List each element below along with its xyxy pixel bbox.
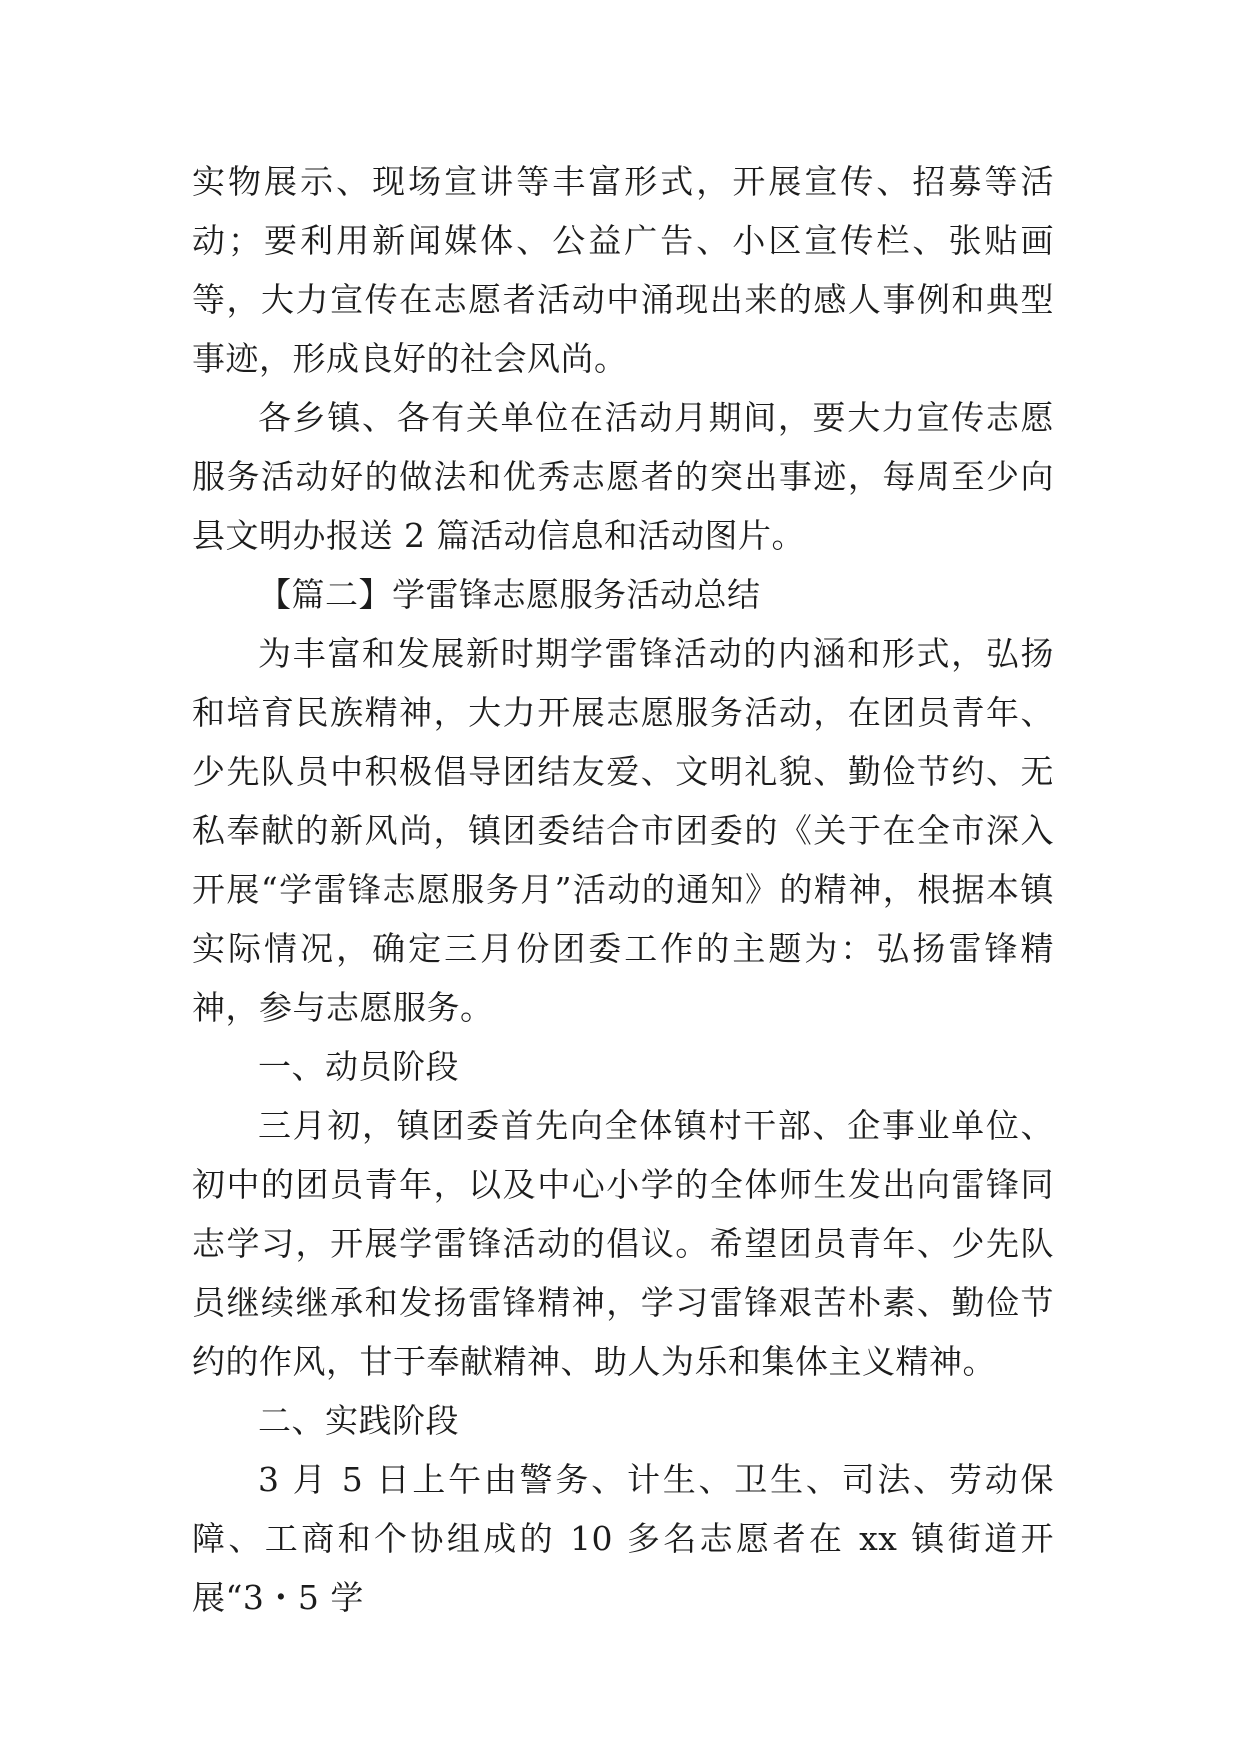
section-heading-part-two: 【篇二】学雷锋志愿服务活动总结 — [258, 575, 761, 614]
subheading-mobilization-stage: 一、动员阶段 — [258, 1047, 459, 1086]
document-body — [192, 152, 1054, 1627]
paragraph-3: 为丰富和发展新时期学雷锋活动的内涵和形式，弘扬和培育民族精神，大力开展志愿服务活动，在团员青年、少先队员中积极倡导团结友爱、文明礼貌、勤俭节约、无私奉献的新风尚，镇团委结合市团委的《关于在全市深入开展“学雷锋志愿服务月”活动的通知》的精神，根据本镇实际情况，确定三月份团委工作的主题为：弘扬雷锋精神，参与志愿服务。 — [192, 634, 1054, 1027]
subheading-practice-stage: 二、实践阶段 — [258, 1401, 459, 1440]
paragraph-4: 三月初，镇团委首先向全体镇村干部、企事业单位、初中的团员青年，以及中心小学的全体师生发出向雷锋同志学习，开展学雷锋活动的倡议。希望团员青年、少先队员继续继承和发扬雷锋精神，学习雷锋艰苦朴素、勤俭节约的作风，甘于奉献精神、助人为乐和集体主义精神。 — [192, 1106, 1054, 1381]
paragraph-2: 各乡镇、各有关单位在活动月期间，要大力宣传志愿服务活动好的做法和优秀志愿者的突出事迹，每周至少向县文明办报送 2 篇活动信息和活动图片。 — [192, 398, 1054, 555]
paragraph-1: 实物展示、现场宣讲等丰富形式，开展宣传、招募等活动；要利用新闻媒体、公益广告、小区宣传栏、张贴画等，大力宣传在志愿者活动中涌现出来的感人事例和典型事迹，形成良好的社会风尚。 — [192, 162, 1054, 378]
paragraph-5: 3 月 5 日上午由警务、计生、卫生、司法、劳动保障、工商和个协组成的 10 多名志愿者在 xx 镇街道开展“3・5 学 — [192, 1460, 1055, 1617]
